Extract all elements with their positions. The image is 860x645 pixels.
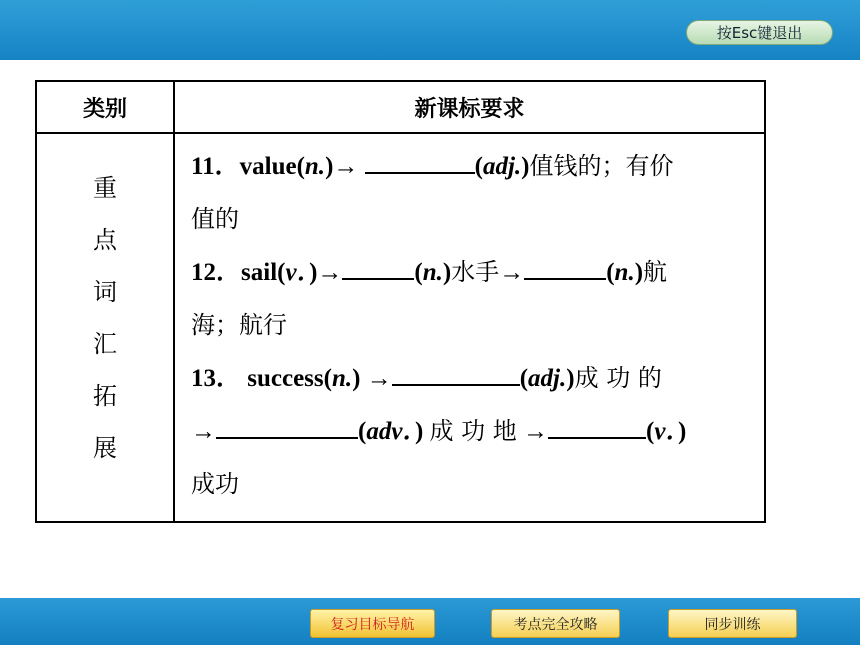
item-12-line2 [191, 299, 754, 352]
paren-close: ) [309, 259, 318, 286]
item-13-line3 [191, 458, 754, 511]
part-of-speech: adj. [528, 365, 567, 392]
category-cell [36, 133, 174, 522]
category-char: 点 [93, 226, 117, 254]
answer-blank[interactable] [216, 415, 358, 439]
word: value( [239, 153, 305, 180]
category-char: 重 [93, 174, 117, 202]
exit-esc-button[interactable]: 按Esc键退出 [686, 20, 833, 45]
part-of-speech: v． [654, 418, 678, 445]
category-char: 词 [93, 278, 117, 306]
paren-close: ) [325, 153, 334, 180]
table-header-row [36, 81, 765, 133]
table-row [36, 133, 765, 522]
requirement-column-header: 新课标要求 [174, 81, 765, 133]
requirement-content [174, 133, 765, 522]
word: sail( [241, 259, 286, 286]
part-of-speech: n. [331, 365, 353, 392]
arrow-icon: → [523, 418, 549, 445]
category-char: 展 [93, 434, 117, 462]
meaning: 成 功 的 [574, 364, 662, 392]
part-of-speech: n. [422, 259, 443, 286]
part-of-speech: v． [285, 259, 310, 286]
part-of-speech: n. [614, 259, 635, 286]
part-of-speech: adv． [366, 418, 415, 445]
item-11-line1: 11．value(n.)→ (adj.)值钱的；有价 [191, 152, 674, 180]
item-13-line2: → (adv．) 成 功 地 → (v．) [191, 417, 687, 445]
arrow-icon: → [191, 418, 216, 445]
answer-blank[interactable] [365, 150, 475, 174]
arrow-icon: → [317, 259, 343, 286]
category-column-header: 类别 [36, 81, 174, 133]
meaning: 海；航行 [191, 311, 287, 339]
answer-blank[interactable] [392, 362, 520, 386]
answer-blank[interactable] [342, 256, 414, 280]
meaning: 航 [643, 258, 668, 286]
item-11-line2 [191, 193, 754, 246]
part-of-speech: n. [304, 153, 326, 180]
item-13-line1: 13． success(n.) → (adj.)成 功 的 [191, 364, 662, 392]
answer-blank[interactable] [548, 415, 646, 439]
item-number: 12． [191, 259, 242, 286]
sync-training-nav-button[interactable]: 同步训练 [668, 609, 797, 638]
arrow-icon: → [366, 365, 392, 392]
meaning: 值的 [191, 205, 239, 233]
meaning: 值钱的；有价 [529, 152, 674, 180]
part-of-speech: adj. [482, 153, 522, 180]
word: success( [247, 365, 332, 392]
review-goals-nav-button[interactable]: 复习目标导航 [310, 609, 435, 638]
item-number: 11． [191, 153, 240, 180]
arrow-icon: → [333, 153, 359, 180]
category-char: 汇 [93, 330, 117, 358]
answer-blank[interactable] [524, 256, 606, 280]
meaning: 成 功 地 [429, 417, 517, 445]
content-table [35, 80, 766, 523]
meaning: 水手 [451, 258, 500, 286]
key-points-nav-button[interactable]: 考点完全攻略 [491, 609, 620, 638]
paren-close: ) [352, 365, 361, 392]
category-char: 拓 [93, 382, 117, 410]
arrow-icon: → [499, 259, 525, 286]
meaning: 成功 [191, 470, 239, 498]
item-number: 13． [191, 365, 242, 392]
item-12-line1: 12．sail(v．)→ (n.)水手→ (n.)航 [191, 258, 668, 286]
